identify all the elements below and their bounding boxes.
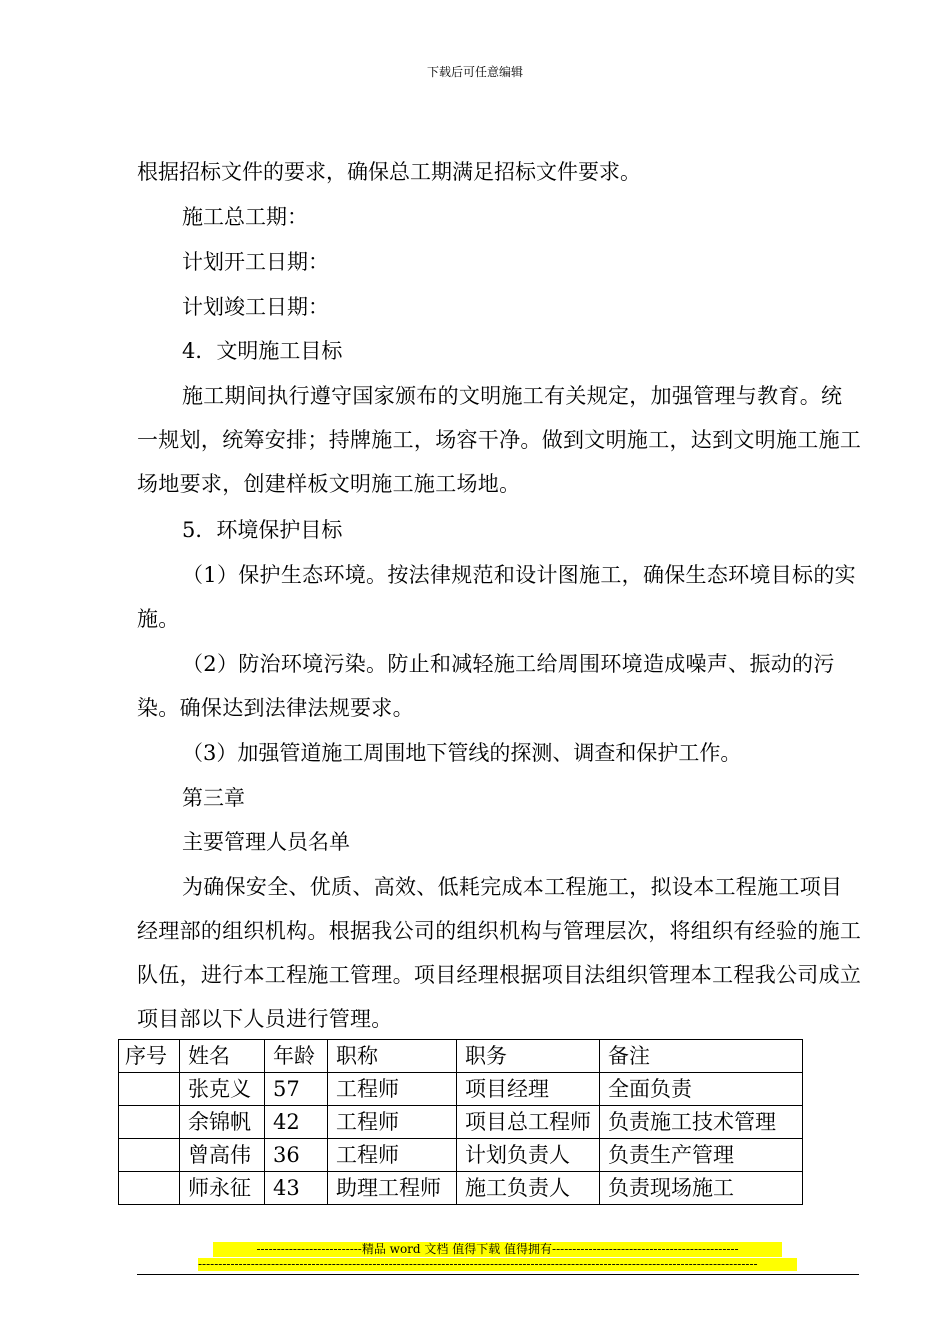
cell-title: 工程师 [328, 1139, 457, 1172]
cell-position: 项目经理 [457, 1073, 600, 1106]
cell-name: 张克义 [180, 1073, 265, 1106]
chapter-title: 第三章 [182, 786, 245, 810]
cell-age: 42 [265, 1106, 328, 1139]
table-row [119, 1139, 803, 1172]
cell-position: 项目总工程师 [457, 1106, 600, 1139]
header-cell-remarks: 备注 [600, 1040, 803, 1073]
cell-age: 43 [265, 1172, 328, 1205]
cell-position: 计划负责人 [457, 1139, 600, 1172]
section-title-staff-list: 主要管理人员名单 [182, 830, 350, 854]
paragraph-planned-start: 计划开工日期： [182, 250, 329, 274]
cell-name: 师永征 [180, 1172, 265, 1205]
cell-name: 余锦帆 [180, 1106, 265, 1139]
page-header: 下载后可任意编辑 [426, 65, 523, 79]
heading-environment-protection: 5．环境保护目标 [182, 518, 343, 542]
paragraph-organization: 为确保安全、优质、高效、低耗完成本工程施工，拟设本工程施工项目经理部的组织机构。根据我公司的组织机构与管理层次，将组织有经验的施工队伍，进行本工程施工管理。项目经理根据项目法组织管理本工程我公司成立项目部以下人员进行管理。 [137, 875, 862, 1031]
cell-age: 36 [265, 1139, 328, 1172]
table-header-row [119, 1040, 803, 1073]
paragraph-pollution-prevention: （2）防治环境污染。防止和减轻施工给周围环境造成噪声、振动的污染。确保达到法律法规要求。 [137, 652, 835, 720]
cell-title: 工程师 [328, 1073, 457, 1106]
header-cell-age: 年龄 [265, 1040, 328, 1073]
table-row [119, 1106, 803, 1139]
cell-remarks: 全面负责 [600, 1073, 803, 1106]
paragraph-schedule-requirement: 根据招标文件的要求，确保总工期满足招标文件要求。 [137, 160, 641, 184]
header-cell-position: 职务 [457, 1040, 600, 1073]
cell-index [119, 1172, 180, 1205]
paragraph-civilized-construction: 施工期间执行遵守国家颁布的文明施工有关规定，加强管理与教育。统一规划，统筹安排；持牌施工，场容干净。做到文明施工，达到文明施工施工场地要求，创建样板文明施工施工场地。 [137, 384, 862, 496]
cell-index [119, 1106, 180, 1139]
footer-divider [137, 1274, 859, 1275]
cell-age: 57 [265, 1073, 328, 1106]
staff-table [118, 1039, 803, 1205]
footer-dashes: ------------------------------------------------------------------------------------------------------------------------------------------ [198, 1258, 797, 1271]
cell-remarks: 负责生产管理 [600, 1139, 803, 1172]
table-row [119, 1073, 803, 1106]
cell-title: 助理工程师 [328, 1172, 457, 1205]
paragraph-pipeline-protection: （3）加强管道施工周围地下管线的探测、调查和保护工作。 [182, 741, 742, 765]
cell-index [119, 1139, 180, 1172]
header-cell-index: 序号 [119, 1040, 180, 1073]
paragraph-eco-protection: （1）保护生态环境。按法律规范和设计图施工，确保生态环境目标的实施。 [137, 563, 856, 631]
paragraph-planned-completion: 计划竣工日期： [182, 295, 329, 319]
cell-name: 曾高伟 [180, 1139, 265, 1172]
table-row [119, 1172, 803, 1205]
cell-title: 工程师 [328, 1106, 457, 1139]
cell-remarks: 负责现场施工 [600, 1172, 803, 1205]
cell-index [119, 1073, 180, 1106]
paragraph-total-duration: 施工总工期： [182, 205, 308, 229]
cell-position: 施工负责人 [457, 1172, 600, 1205]
heading-civilized-construction: 4．文明施工目标 [182, 339, 343, 363]
header-cell-name: 姓名 [180, 1040, 265, 1073]
cell-remarks: 负责施工技术管理 [600, 1106, 803, 1139]
header-cell-title: 职称 [328, 1040, 457, 1073]
footer-banner: --------------------------精品 word 文档 值得下载 值得拥有---------------------------------------------- [213, 1242, 782, 1257]
